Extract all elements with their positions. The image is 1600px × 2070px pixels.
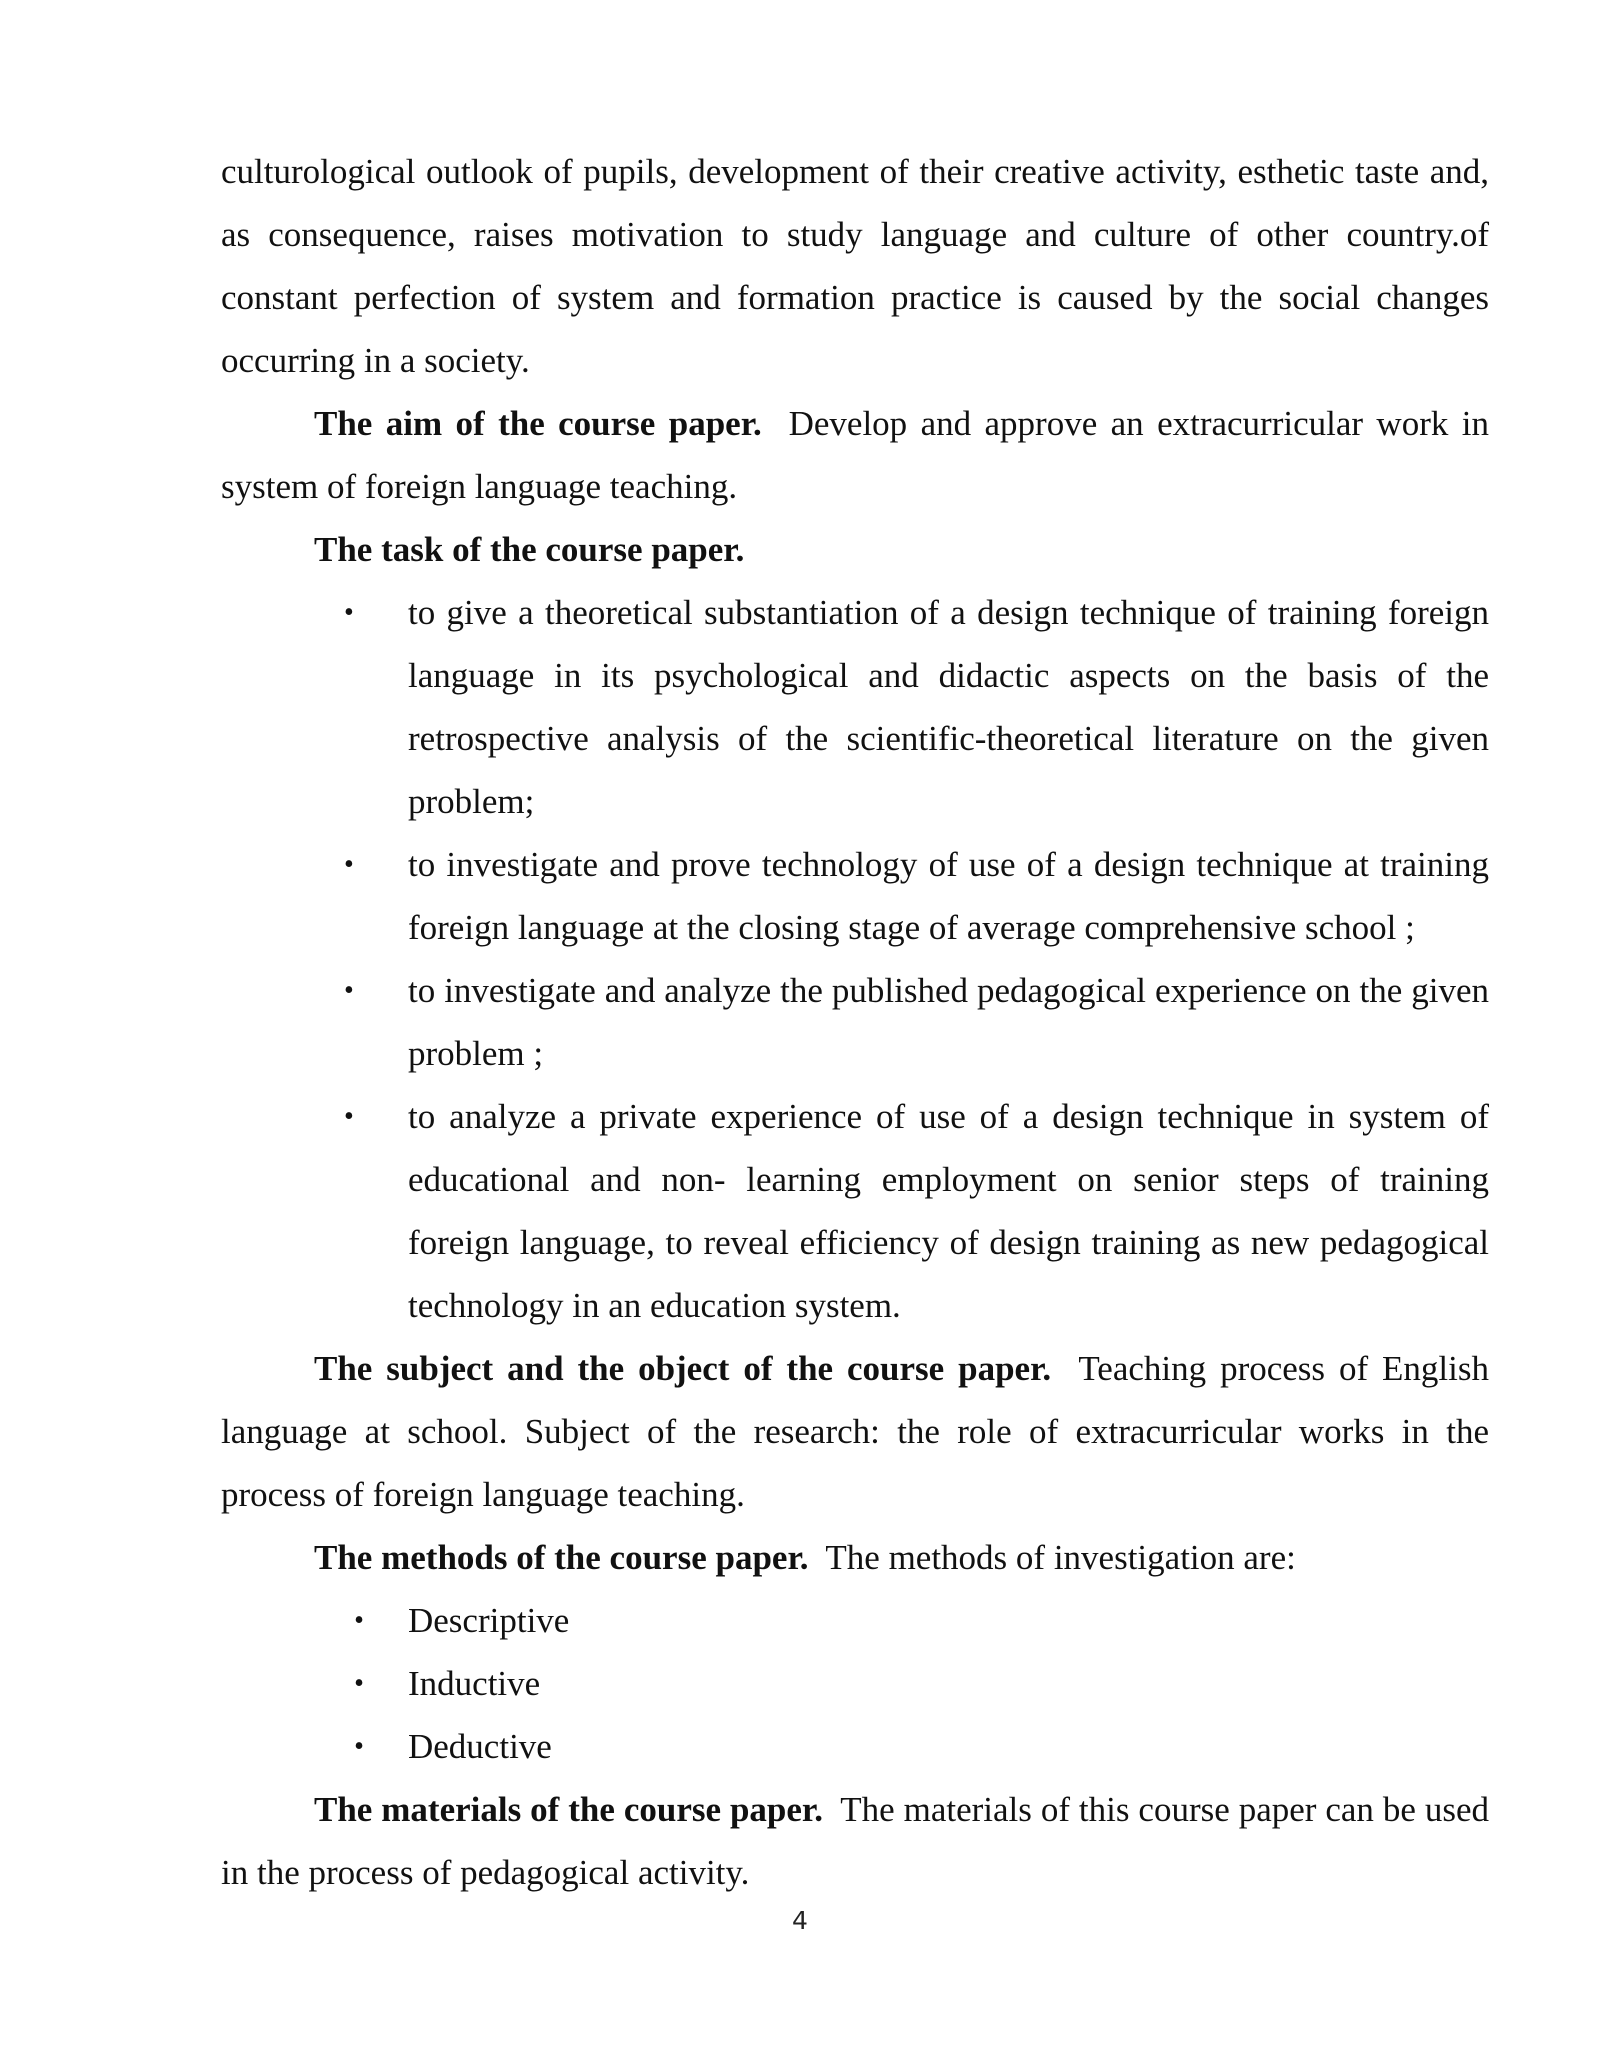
methods-list-item xyxy=(221,1589,1489,1652)
bullet-icon: • xyxy=(354,1731,364,1762)
subject-heading: The subject and the object of the course paper. xyxy=(314,1349,1052,1388)
document-page xyxy=(221,140,1489,1904)
method-item-text: Inductive xyxy=(408,1664,541,1703)
bullet-icon: • xyxy=(344,1101,354,1132)
task-item-text: to analyze a private experience of use of a design technique in system of educational and non- learning employment on senior steps of training foreign language, to reveal efficiency of design training as new pedagogical technology in an education system. xyxy=(408,1097,1489,1325)
task-paragraph xyxy=(221,518,1489,581)
task-list-item xyxy=(221,581,1489,833)
bullet-icon: • xyxy=(354,1668,364,1699)
subject-paragraph xyxy=(221,1337,1489,1526)
bullet-icon: • xyxy=(354,1605,364,1636)
task-item-text: to give a theoretical substantiation of a design technique of training foreign language in its psychological and didactic aspects on the basis of the retrospective analysis of the scientific-theoretical literature on the given problem; xyxy=(408,593,1489,821)
materials-paragraph xyxy=(221,1778,1489,1904)
task-list-item xyxy=(221,833,1489,959)
subject-text: Teaching process of English language at school. Subject of the research: the role of extracurricular works in the process of foreign language teaching. xyxy=(221,1349,1489,1514)
page-number: 4 xyxy=(792,1906,808,1935)
bullet-icon: • xyxy=(344,597,354,628)
methods-list xyxy=(221,1589,1489,1778)
task-list-item xyxy=(221,959,1489,1085)
methods-list-item xyxy=(221,1715,1489,1778)
aim-paragraph xyxy=(221,392,1489,518)
task-list-item xyxy=(221,1085,1489,1337)
method-item-text: Deductive xyxy=(408,1727,552,1766)
aim-text: Develop and approve an extracurricular work in system of foreign language teaching. xyxy=(221,404,1489,506)
bullet-icon: • xyxy=(344,849,354,880)
methods-text: The methods of investigation are: xyxy=(825,1538,1296,1577)
method-item-text: Descriptive xyxy=(408,1601,570,1640)
materials-text: The materials of this course paper can be used in the process of pedagogical activity. xyxy=(221,1790,1489,1892)
task-list xyxy=(221,581,1489,1337)
task-item-text: to investigate and prove technology of use of a design technique at training foreign language at the closing stage of average comprehensive school ; xyxy=(408,845,1489,947)
methods-list-item xyxy=(221,1652,1489,1715)
intro-paragraph: culturological outlook of pupils, development of their creative activity, esthetic taste and, as consequence, raises motivation to study language and culture of other country.of constant perfection of system and formation practice is caused by the social changes occurring in a society. xyxy=(221,152,1489,380)
methods-paragraph xyxy=(221,1526,1489,1589)
bullet-icon: • xyxy=(344,975,354,1006)
methods-heading: The methods of the course paper. xyxy=(314,1538,809,1577)
materials-heading: The materials of the course paper. xyxy=(314,1790,824,1829)
task-heading: The task of the course paper. xyxy=(314,530,745,569)
aim-heading: The aim of the course paper. xyxy=(314,404,762,443)
task-item-text: to investigate and analyze the published pedagogical experience on the given problem ; xyxy=(408,971,1489,1073)
